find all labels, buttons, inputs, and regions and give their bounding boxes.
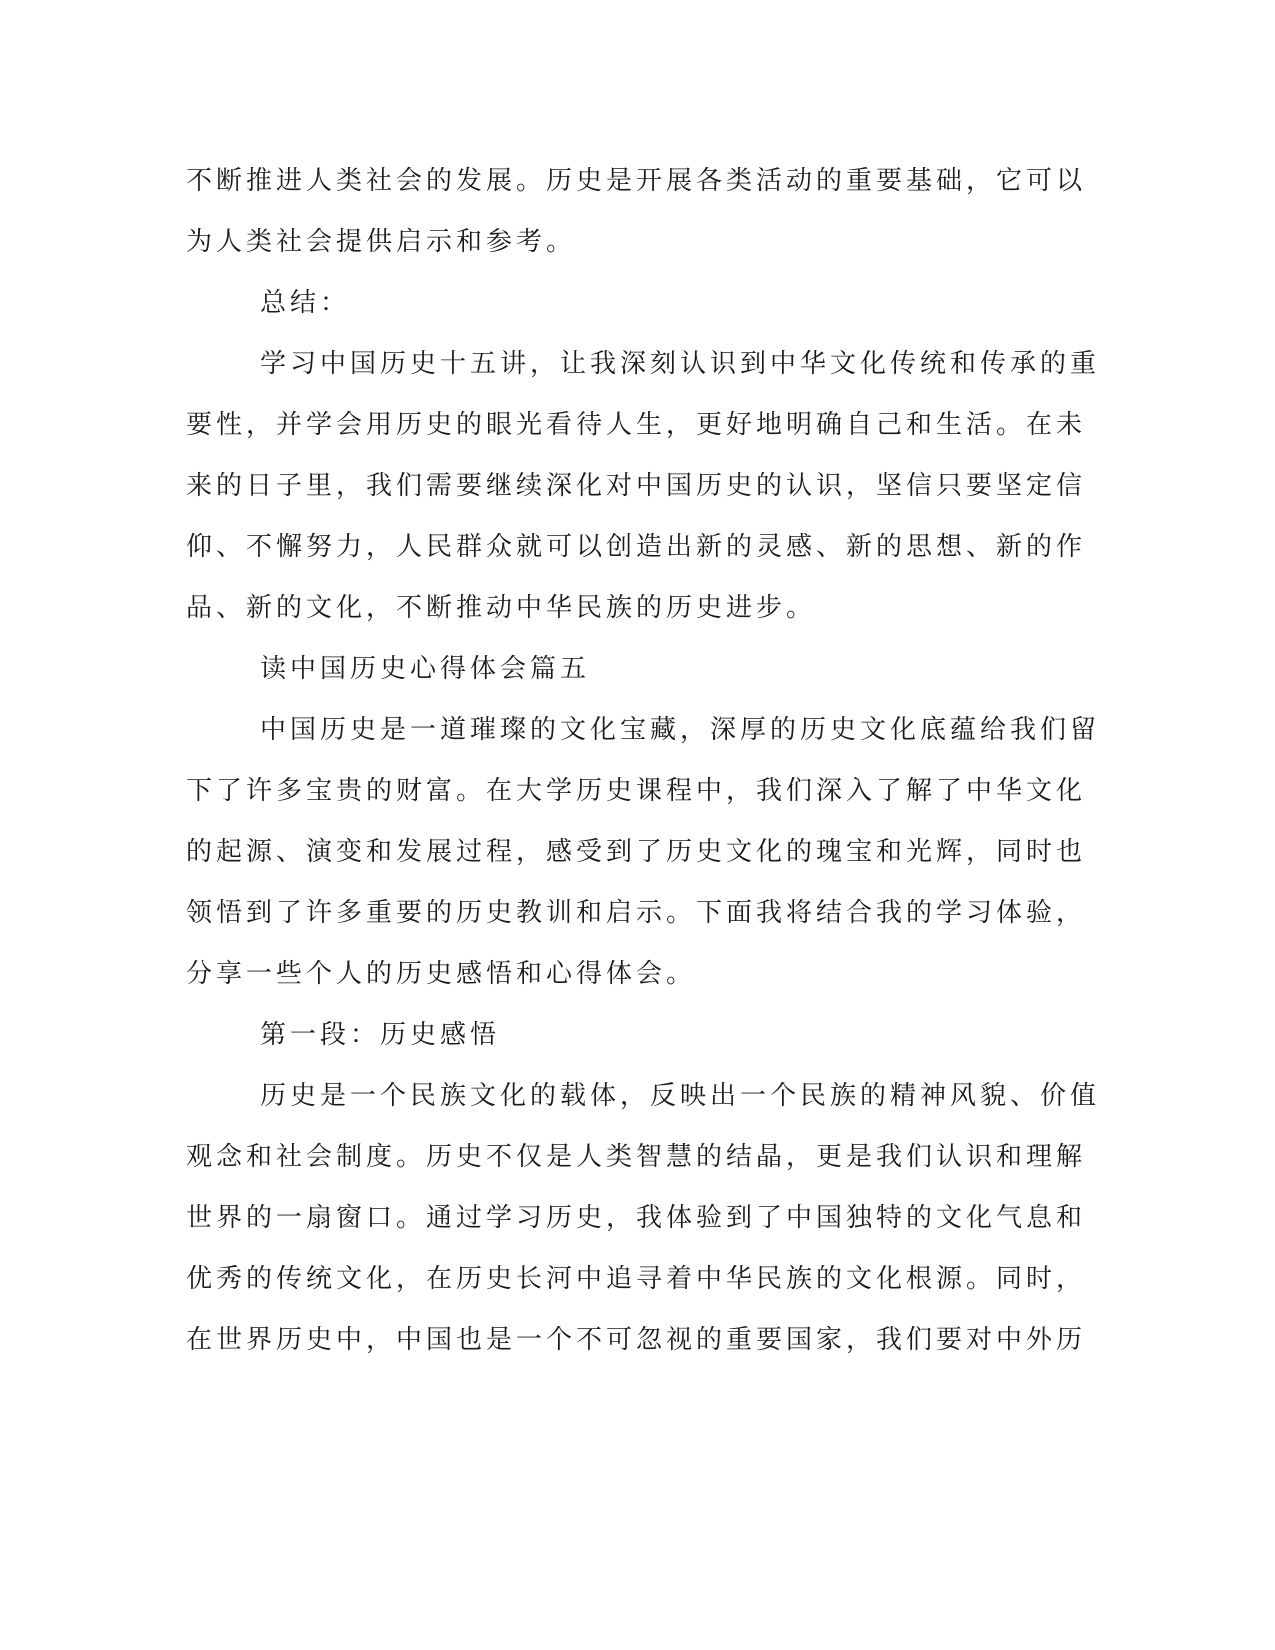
- text-line: 下了许多宝贵的财富。在大学历史课程中，我们深入了解了中华文化: [186, 776, 1087, 806]
- section-label-summary: 总结：: [260, 288, 351, 318]
- text-line: 为人类社会提供启示和参考。: [186, 227, 577, 257]
- text-line: 在世界历史中，中国也是一个不可忽视的重要国家，我们要对中外历: [186, 1325, 1087, 1355]
- text-line: 历史是一个民族文化的载体，反映出一个民族的精神风貌、价值: [260, 1081, 1101, 1111]
- text-line: 仰、不懈努力，人民群众就可以创造出新的灵感、新的思想、新的作: [186, 532, 1087, 562]
- text-line: 分享一些个人的历史感悟和心得体会。: [186, 959, 697, 989]
- text-line: 领悟到了许多重要的历史教训和启示。下面我将结合我的学习体验，: [186, 898, 1087, 928]
- subsection-heading: 第一段：历史感悟: [260, 1020, 501, 1050]
- text-line: 优秀的传统文化，在历史长河中追寻着中华民族的文化根源。同时，: [186, 1264, 1087, 1294]
- text-line: 来的日子里，我们需要继续深化对中国历史的认识，坚信只要坚定信: [186, 471, 1087, 501]
- text-line: 中国历史是一道璀璨的文化宝藏，深厚的历史文化底蕴给我们留: [260, 715, 1101, 745]
- section-heading: 读中国历史心得体会篇五: [260, 654, 591, 684]
- text-line: 不断推进人类社会的发展。历史是开展各类活动的重要基础，它可以: [186, 166, 1087, 196]
- text-line: 世界的一扇窗口。通过学习历史，我体验到了中国独特的文化气息和: [186, 1203, 1087, 1233]
- text-line: 品、新的文化，不断推动中华民族的历史进步。: [186, 593, 817, 623]
- text-line: 的起源、演变和发展过程，感受到了历史文化的瑰宝和光辉，同时也: [186, 837, 1087, 867]
- text-line: 观念和社会制度。历史不仅是人类智慧的结晶，更是我们认识和理解: [186, 1142, 1087, 1172]
- text-line: 要性，并学会用历史的眼光看待人生，更好地明确自己和生活。在未: [186, 410, 1087, 440]
- text-line: 学习中国历史十五讲，让我深刻认识到中华文化传统和传承的重: [260, 349, 1101, 379]
- document-body: [186, 163, 1101, 1383]
